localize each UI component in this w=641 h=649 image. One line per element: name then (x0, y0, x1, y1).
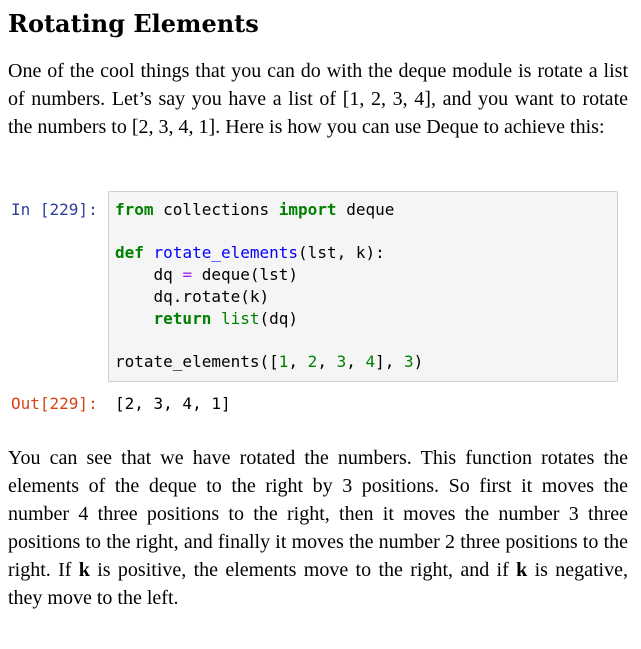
code-token: , (288, 351, 308, 371)
code-token: 2 (307, 351, 318, 371)
output-value: [2, 3, 4, 1] (115, 394, 231, 413)
explanation-text: is negative, they move to the left. (8, 559, 628, 609)
intro-paragraph: One of the cool things that you can do with the deque module is rotate a list of numbers. Let’s say you have a list of [1, 2, 3, 4], and you want to rotate the numbers to [2, 3, 4, 1]. Here is how you can use Deque to achieve this: (8, 60, 628, 138)
explanation-text: is positive, the elements move to the right, and if (89, 559, 517, 581)
code-token (115, 309, 154, 328)
code-block (108, 191, 618, 382)
code-text (115, 199, 609, 373)
variable-k: k (78, 559, 90, 581)
code-token: 3 (336, 351, 347, 371)
code-token: from (115, 200, 154, 219)
code-token: deque (336, 200, 395, 219)
code-token: dq (115, 265, 183, 285)
code-token: ], (375, 351, 405, 371)
code-token: deque(lst) (192, 265, 299, 285)
code-token: 1 (278, 351, 289, 371)
code-token: ) (413, 351, 424, 371)
code-token: def (115, 243, 144, 263)
code-token: , (346, 351, 366, 371)
code-token: return (153, 308, 212, 328)
code-token: , (317, 351, 337, 371)
code-token (211, 309, 221, 328)
code-token: import (278, 200, 337, 219)
variable-k: k (516, 559, 528, 581)
code-token: rotate_elements([ (115, 351, 279, 371)
code-token: (dq) (259, 308, 299, 328)
code-token: rotate_elements (153, 243, 299, 263)
code-token: (lst, k): (298, 243, 385, 263)
code-token: 3 (404, 351, 414, 371)
code-token: list (220, 308, 260, 328)
input-prompt: In [229]: (11, 200, 98, 219)
explanation-text: You can see that we have rotated the numbers. This function rotates the elements of the deque to the right by 3 positions. So first it moves the number 4 three positions to the right, then it moves the number 3 three positions to the right, and finally it moves the number 2 three positions to the right. If (8, 447, 628, 581)
code-token: collections (153, 200, 279, 219)
code-token: 4 (365, 351, 376, 371)
explanation-paragraph (8, 444, 628, 612)
output-prompt: Out[229]: (11, 394, 98, 413)
code-token: = (182, 265, 193, 285)
code-token: dq.rotate(k) (115, 286, 270, 306)
section-title: Rotating Elements (8, 9, 259, 38)
